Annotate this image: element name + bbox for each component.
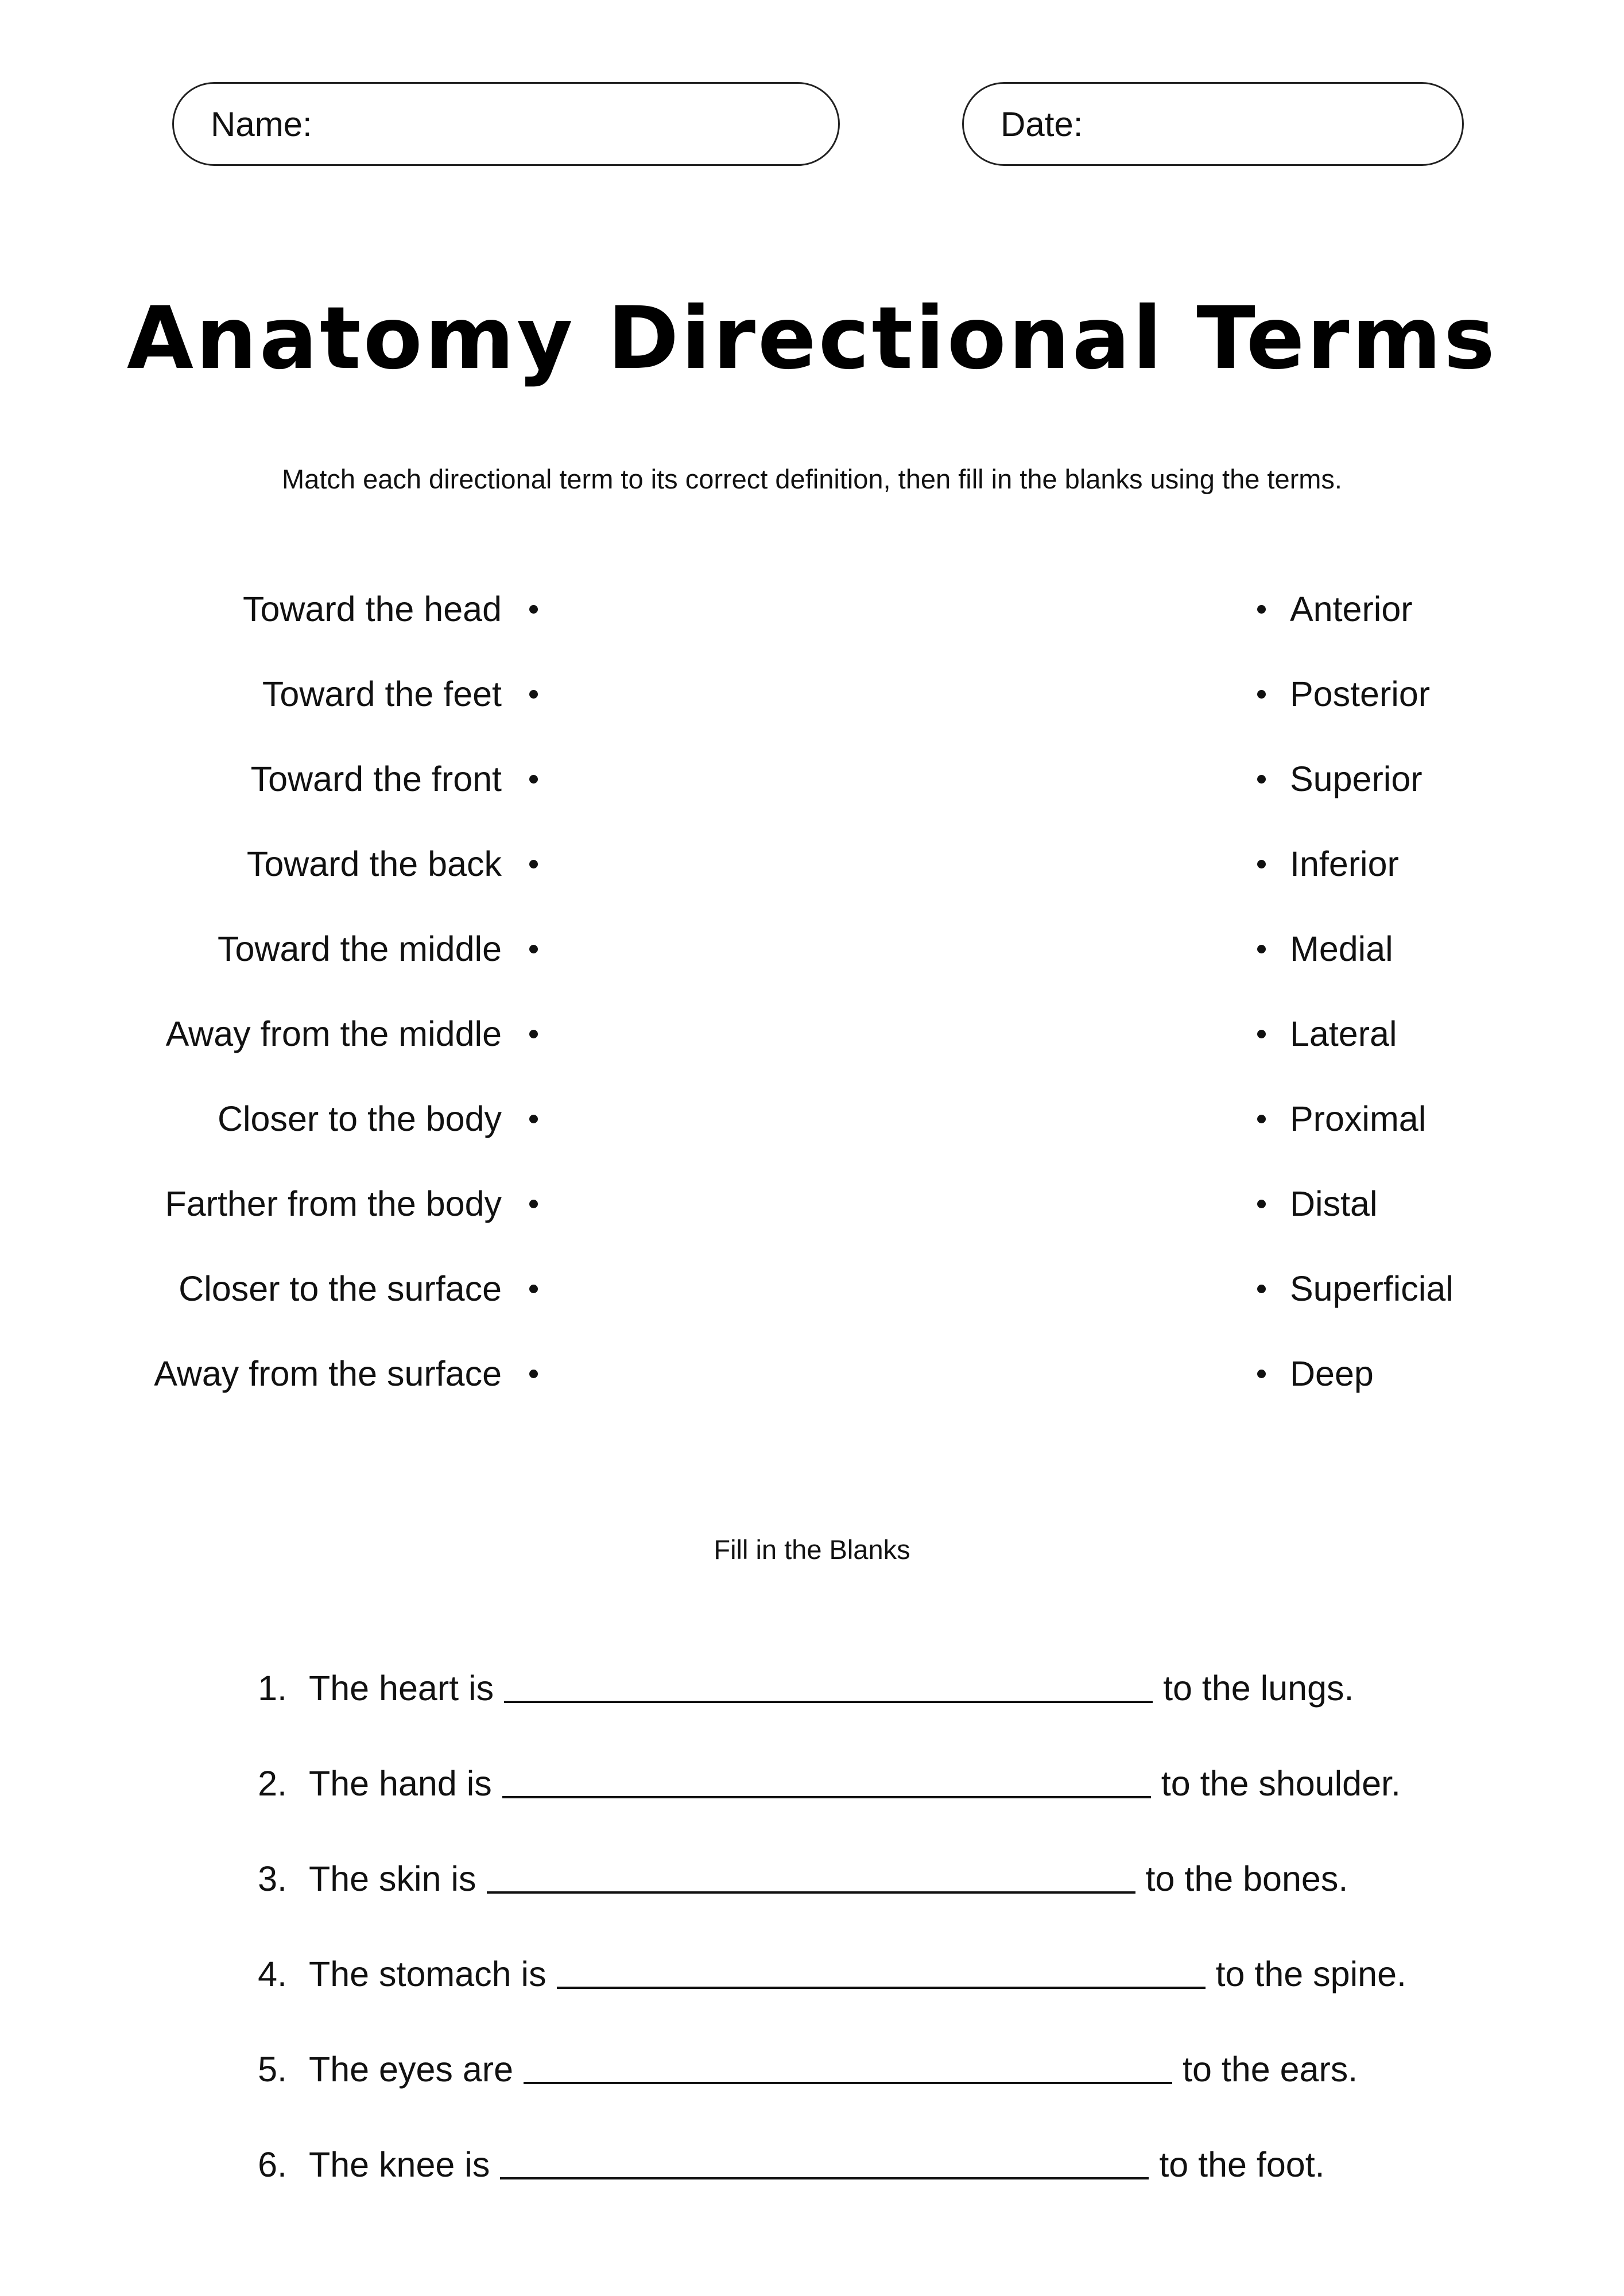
definition-item[interactable] xyxy=(262,671,538,717)
match-dot[interactable] xyxy=(529,690,538,699)
item-number: 4. xyxy=(258,1954,287,1994)
definition-label: Away from the middle xyxy=(165,1014,502,1053)
instructions: Match each directional term to its correct definition, then fill in the blanks using the terms. xyxy=(282,464,1342,494)
definition-item[interactable] xyxy=(247,841,538,887)
date-label: Date: xyxy=(1001,104,1083,144)
sentence-start: The hand is xyxy=(309,1764,492,1803)
fill-in-item xyxy=(224,2043,1358,2095)
item-number: 3. xyxy=(258,1859,287,1898)
match-dot[interactable] xyxy=(1257,945,1266,953)
match-dot[interactable] xyxy=(529,860,538,868)
definition-label: Toward the head xyxy=(242,589,502,629)
answer-blank[interactable] xyxy=(557,1987,1206,1989)
definition-item[interactable] xyxy=(243,586,538,632)
term-item[interactable] xyxy=(1257,841,1399,887)
item-number: 2. xyxy=(258,1764,287,1803)
definition-item[interactable] xyxy=(154,1351,538,1397)
sentence-end: to the ears. xyxy=(1183,2050,1358,2089)
date-field[interactable] xyxy=(962,82,1464,166)
item-number: 6. xyxy=(258,2145,287,2184)
term-item[interactable] xyxy=(1257,1351,1374,1397)
sentence-end: to the lungs. xyxy=(1163,1669,1354,1708)
match-dot[interactable] xyxy=(1257,775,1266,784)
match-dot[interactable] xyxy=(1257,860,1266,868)
term-label: Lateral xyxy=(1290,1014,1397,1053)
sentence-start: The heart is xyxy=(309,1669,494,1708)
sentence-end: to the shoulder. xyxy=(1161,1764,1401,1803)
sentence-end: to the bones. xyxy=(1145,1859,1348,1898)
page-title: Anatomy Directional Terms xyxy=(126,289,1498,389)
match-dot[interactable] xyxy=(1257,1200,1266,1208)
definition-label: Closer to the surface xyxy=(179,1269,502,1308)
sentence-start: The eyes are xyxy=(309,2050,514,2089)
item-number: 5. xyxy=(258,2050,287,2089)
term-label: Inferior xyxy=(1290,844,1399,883)
match-dot[interactable] xyxy=(529,1200,538,1208)
match-dot[interactable] xyxy=(529,1370,538,1378)
term-label: Posterior xyxy=(1290,674,1431,713)
definition-label: Away from the surface xyxy=(154,1354,502,1393)
term-label: Medial xyxy=(1290,929,1393,968)
item-number: 1. xyxy=(258,1669,287,1708)
name-label: Name: xyxy=(211,104,312,144)
sentence-start: The knee is xyxy=(309,2145,490,2184)
answer-blank[interactable] xyxy=(524,2082,1172,2084)
term-item[interactable] xyxy=(1257,671,1430,717)
answer-blank[interactable] xyxy=(500,2177,1149,2179)
term-label: Superior xyxy=(1290,759,1423,798)
match-dot[interactable] xyxy=(1257,1030,1266,1038)
fill-in-heading: Fill in the Blanks xyxy=(714,1534,910,1565)
match-dot[interactable] xyxy=(1257,605,1266,614)
match-dot[interactable] xyxy=(529,605,538,614)
match-dot[interactable] xyxy=(529,1115,538,1123)
definition-label: Toward the back xyxy=(246,844,502,883)
name-field[interactable] xyxy=(172,82,840,166)
term-item[interactable] xyxy=(1257,1011,1397,1057)
sentence-end: to the spine. xyxy=(1215,1954,1406,1994)
sentence-end: to the foot. xyxy=(1159,2145,1325,2184)
term-item[interactable] xyxy=(1257,756,1423,802)
definition-item[interactable] xyxy=(251,756,538,802)
match-dot[interactable] xyxy=(529,1285,538,1293)
answer-blank[interactable] xyxy=(502,1796,1151,1798)
term-label: Superficial xyxy=(1290,1269,1454,1308)
definition-label: Closer to the body xyxy=(217,1099,502,1138)
term-item[interactable] xyxy=(1257,1096,1426,1142)
fill-in-item xyxy=(224,1948,1406,2000)
term-label: Proximal xyxy=(1290,1099,1427,1138)
definition-label: Toward the middle xyxy=(217,929,502,968)
fill-in-item xyxy=(224,2139,1325,2190)
definition-item[interactable] xyxy=(179,1266,538,1312)
term-item[interactable] xyxy=(1257,586,1413,632)
match-dot[interactable] xyxy=(1257,1115,1266,1123)
definition-label: Toward the front xyxy=(250,759,502,798)
definition-item[interactable] xyxy=(165,1181,538,1227)
definition-label: Farther from the body xyxy=(165,1184,502,1223)
match-dot[interactable] xyxy=(1257,1285,1266,1293)
term-item[interactable] xyxy=(1257,1266,1454,1312)
match-dot[interactable] xyxy=(529,1030,538,1038)
answer-blank[interactable] xyxy=(504,1701,1153,1703)
fill-in-item xyxy=(224,1758,1401,1809)
answer-blank[interactable] xyxy=(487,1891,1135,1894)
sentence-start: The stomach is xyxy=(309,1954,546,1994)
term-item[interactable] xyxy=(1257,1181,1378,1227)
match-dot[interactable] xyxy=(1257,690,1266,699)
term-label: Distal xyxy=(1290,1184,1378,1223)
term-item[interactable] xyxy=(1257,926,1393,972)
match-dot[interactable] xyxy=(529,945,538,953)
term-label: Deep xyxy=(1290,1354,1374,1393)
definition-label: Toward the feet xyxy=(262,674,502,713)
sentence-start: The skin is xyxy=(309,1859,476,1898)
definition-item[interactable] xyxy=(218,926,538,972)
match-dot[interactable] xyxy=(1257,1370,1266,1378)
fill-in-item xyxy=(224,1853,1348,1905)
fill-in-item xyxy=(224,1662,1354,1714)
definition-item[interactable] xyxy=(218,1096,538,1142)
term-label: Anterior xyxy=(1290,589,1413,629)
match-dot[interactable] xyxy=(529,775,538,784)
definition-item[interactable] xyxy=(166,1011,538,1057)
